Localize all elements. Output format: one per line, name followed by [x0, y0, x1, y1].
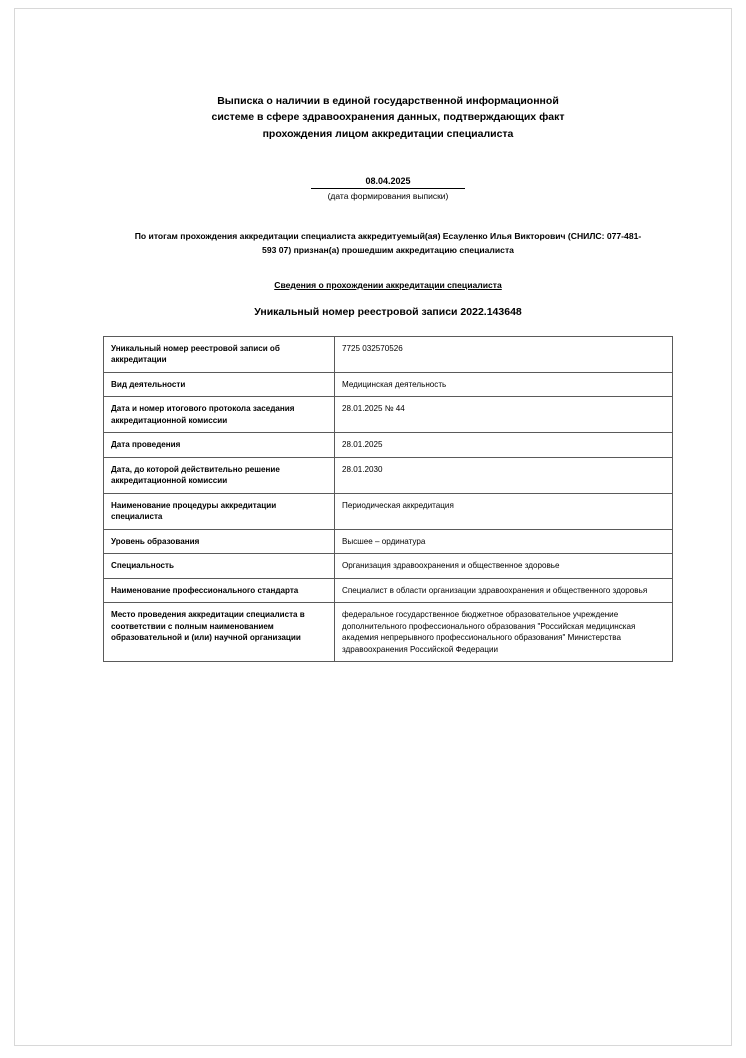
- row-label: Наименование процедуры аккредитации специалиста: [104, 493, 335, 529]
- table-row: [104, 554, 673, 578]
- row-label: Уровень образования: [104, 529, 335, 553]
- table-row: [104, 529, 673, 553]
- row-label: Дата и номер итогового протокола заседания аккредитационной комиссии: [104, 397, 335, 433]
- table-row: [104, 336, 673, 372]
- formation-date-caption: (дата формирования выписки): [327, 191, 449, 202]
- row-label: Специальность: [104, 554, 335, 578]
- row-label: Место проведения аккредитации специалиста в соответствии с полным наименованием образовательной и (или) научной организации: [104, 603, 335, 662]
- row-value: Специалист в области организации здравоохранения и общественного здоровья: [335, 578, 673, 602]
- table-row: [104, 603, 673, 662]
- row-label: Дата проведения: [104, 433, 335, 457]
- row-value: Организация здравоохранения и общественное здоровье: [335, 554, 673, 578]
- formation-date-line: [311, 176, 464, 202]
- row-value: Периодическая аккредитация: [335, 493, 673, 529]
- row-value: Медицинская деятельность: [335, 372, 673, 396]
- page-title: [103, 93, 673, 142]
- intro-paragraph: [103, 230, 673, 258]
- row-value: 28.01.2030: [335, 457, 673, 493]
- table-row: [104, 493, 673, 529]
- section-title: Сведения о прохождении аккредитации специалиста: [274, 279, 502, 290]
- row-value: 28.01.2025 № 44: [335, 397, 673, 433]
- formation-date-value: 08.04.2025: [311, 176, 464, 190]
- intro-line-1: По итогам прохождения аккредитации специалиста аккредитуемый(ая) Есауленко Илья Викторович (СНИЛС: 077-481-: [134, 231, 642, 242]
- page-title-line-1: Выписка о наличии в единой государственной информационной: [217, 95, 559, 107]
- row-value: Высшее – ординатура: [335, 529, 673, 553]
- registry-record-number: Уникальный номер реестровой записи 2022.143648: [254, 305, 522, 318]
- table-row: [104, 372, 673, 396]
- accreditation-info-table: [103, 336, 673, 662]
- document-content: [103, 93, 673, 662]
- page-title-line-2: системе в сфере здравоохранения данных, подтверждающих факт: [211, 111, 565, 124]
- table-row: [104, 397, 673, 433]
- table-row: [104, 433, 673, 457]
- table-row: [104, 578, 673, 602]
- formation-date-block: [103, 176, 673, 205]
- row-label: Уникальный номер реестровой записи об аккредитации: [104, 336, 335, 372]
- table-row: [104, 457, 673, 493]
- document-sheet: [14, 8, 732, 1046]
- row-label: Дата, до которой действительно решение аккредитационной комиссии: [104, 457, 335, 493]
- intro-line-2: 593 07) признан(а) прошедшим аккредитацию специалиста: [262, 245, 514, 256]
- page-title-line-3: прохождения лицом аккредитации специалиста: [262, 127, 514, 140]
- row-value: 7725 032570526: [335, 336, 673, 372]
- row-label: Вид деятельности: [104, 372, 335, 396]
- row-value: федеральное государственное бюджетное образовательное учреждение дополнительного профессионального образования "Российская медицинская академия непрерывного профессионального образования" Министерства здравоохранения Российской Федерации: [335, 603, 673, 662]
- row-label: Наименование профессионального стандарта: [104, 578, 335, 602]
- row-value: 28.01.2025: [335, 433, 673, 457]
